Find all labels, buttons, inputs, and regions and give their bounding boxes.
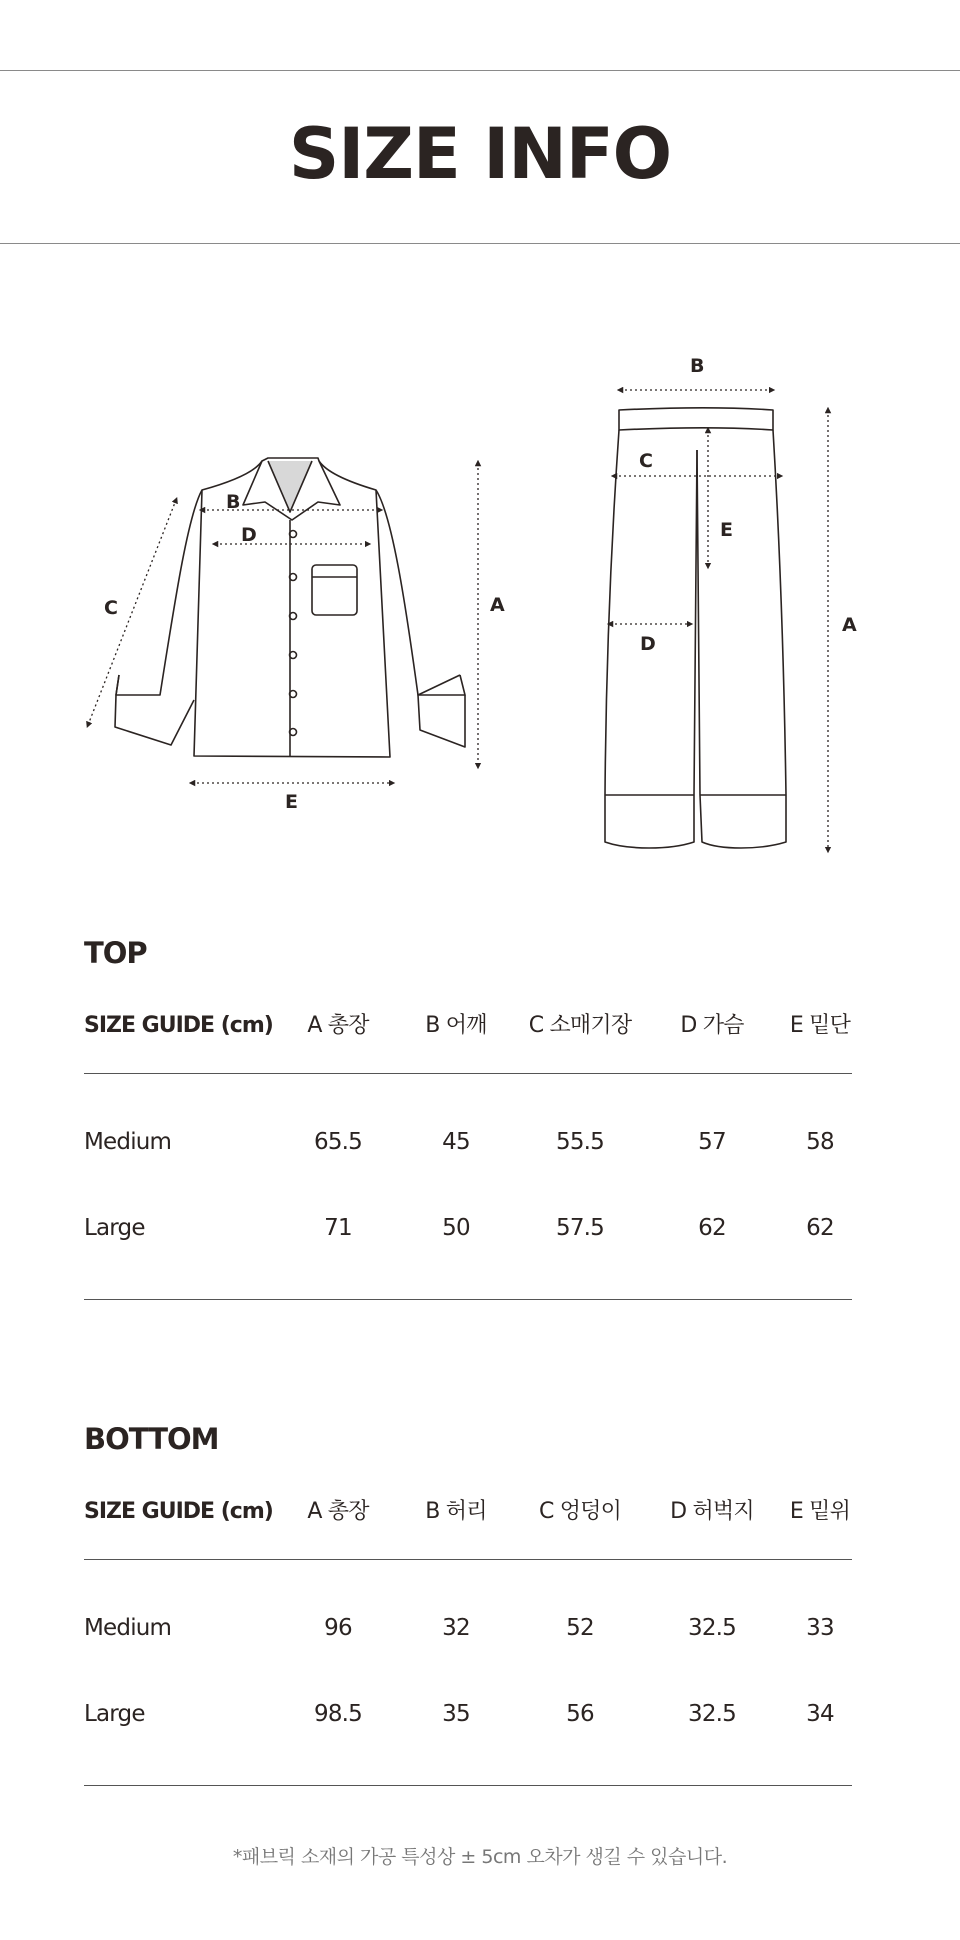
bottom-row-medium-size: Medium (84, 1615, 172, 1641)
bottom-header-c: C 엉덩이 (538, 1499, 622, 1524)
bottom-header-a: A 총장 (307, 1499, 369, 1524)
shirt-label-b: B (226, 491, 241, 513)
shirt-label-e: E (285, 791, 298, 813)
table-row (0, 1608, 960, 1648)
title-divider (0, 243, 960, 244)
bottom-table-bottom-rule (84, 1785, 852, 1786)
top-header-e: E 밑단 (789, 1013, 851, 1038)
pants-label-a: A (842, 614, 857, 636)
shirt-label-d: D (241, 524, 257, 546)
top-section-title: TOP (84, 936, 147, 970)
bottom-header-size-guide: SIZE GUIDE (cm) (84, 1499, 273, 1524)
bottom-row-large-a: 98.5 (313, 1701, 362, 1727)
bottom-row-large-size: Large (84, 1701, 145, 1727)
bottom-row-large-d: 32.5 (687, 1701, 736, 1727)
table-row (0, 1694, 960, 1734)
bottom-row-large-b: 35 (442, 1701, 470, 1727)
top-row-medium-d: 57 (698, 1129, 726, 1155)
bottom-row-medium-a: 96 (324, 1615, 352, 1641)
top-table-bottom-rule (84, 1299, 852, 1300)
top-row-large-a: 71 (324, 1215, 352, 1241)
top-header-size-guide: SIZE GUIDE (cm) (84, 1013, 273, 1038)
bottom-table-header-rule (84, 1559, 852, 1560)
shirt-label-c: C (104, 597, 118, 619)
shirt-illustration (115, 458, 465, 757)
top-header-c: C 소매기장 (528, 1013, 632, 1038)
top-row-medium-size: Medium (84, 1129, 172, 1155)
table-row (0, 1122, 960, 1162)
top-row-large-e: 62 (806, 1215, 834, 1241)
pants-illustration (605, 408, 786, 848)
pants-label-e: E (720, 519, 733, 541)
table-row (0, 1208, 960, 1248)
top-row-medium-c: 55.5 (555, 1129, 604, 1155)
shirt-label-a: A (490, 594, 505, 616)
top-table-header-rule (84, 1073, 852, 1074)
top-row-large-b: 50 (442, 1215, 470, 1241)
top-table-header (0, 1006, 960, 1046)
bottom-section-title: BOTTOM (84, 1422, 219, 1456)
top-header-b: B 어깨 (425, 1013, 487, 1038)
bottom-row-medium-e: 33 (806, 1615, 834, 1641)
top-header-d: D 가슴 (680, 1013, 744, 1038)
top-row-large-d: 62 (698, 1215, 726, 1241)
size-diagram (0, 330, 960, 870)
tolerance-note: *패브릭 소재의 가공 특성상 ± 5cm 오차가 생길 수 있습니다. (232, 1846, 728, 1868)
top-row-medium-a: 65.5 (313, 1129, 362, 1155)
top-row-medium-b: 45 (442, 1129, 470, 1155)
bottom-row-medium-d: 32.5 (687, 1615, 736, 1641)
bottom-row-large-e: 34 (806, 1701, 834, 1727)
bottom-header-e: E 밑위 (789, 1499, 851, 1524)
top-divider (0, 70, 960, 71)
bottom-table-header (0, 1492, 960, 1532)
page-title: SIZE INFO (288, 113, 672, 195)
top-row-large-size: Large (84, 1215, 145, 1241)
pants-label-b: B (690, 355, 705, 377)
pants-label-c: C (639, 450, 653, 472)
pants-label-d: D (640, 633, 656, 655)
top-row-large-c: 57.5 (555, 1215, 604, 1241)
bottom-header-d: D 허벅지 (670, 1499, 754, 1524)
bottom-row-medium-c: 52 (566, 1615, 594, 1641)
bottom-row-medium-b: 32 (442, 1615, 470, 1641)
bottom-header-b: B 허리 (425, 1499, 487, 1524)
top-header-a: A 총장 (307, 1013, 369, 1038)
bottom-row-large-c: 56 (566, 1701, 594, 1727)
top-row-medium-e: 58 (806, 1129, 834, 1155)
